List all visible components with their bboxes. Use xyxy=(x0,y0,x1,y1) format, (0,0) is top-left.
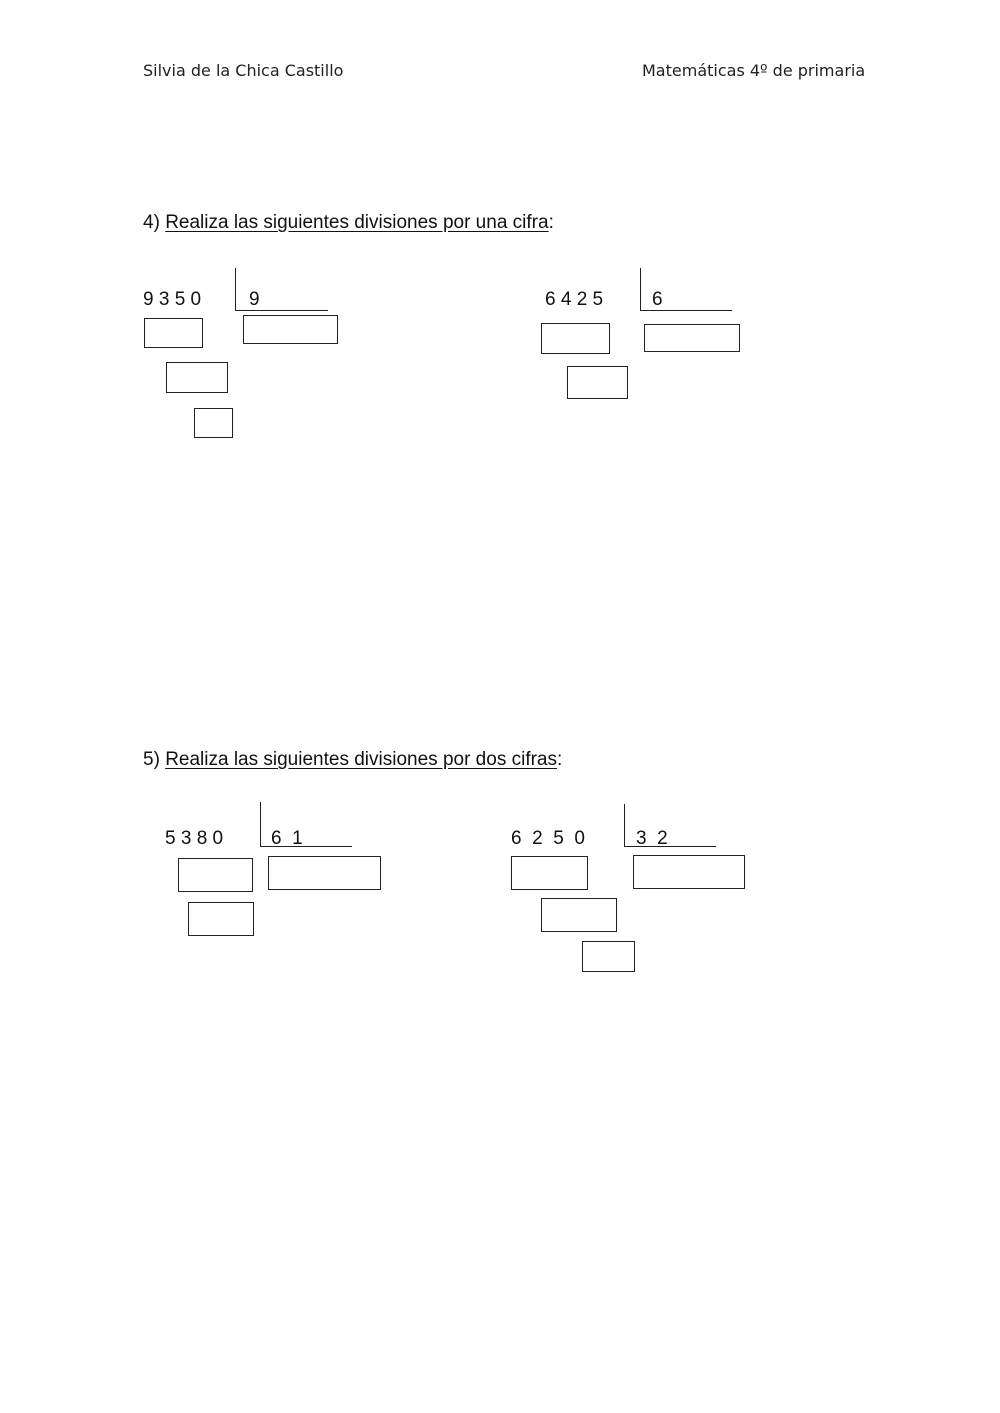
remainder-input[interactable] xyxy=(194,408,233,438)
exercise-5-title xyxy=(143,749,562,771)
partial-subtraction-input-1[interactable] xyxy=(541,323,610,354)
exercise-4-title xyxy=(143,212,554,234)
quotient-input[interactable] xyxy=(633,855,745,889)
remainder-input[interactable] xyxy=(582,941,635,972)
remainder-input[interactable] xyxy=(188,902,254,936)
exercise-5-colon: : xyxy=(557,749,563,770)
dividend: 9 3 5 0 xyxy=(143,289,202,310)
remainder-input[interactable] xyxy=(567,366,628,399)
exercise-4-instruction: Realiza las siguientes divisiones por una cifra xyxy=(165,212,549,233)
dividend: 5 3 8 0 xyxy=(165,828,224,849)
divisor: 6 xyxy=(652,289,663,310)
exercise-5-instruction: Realiza las siguientes divisiones por dos cifras xyxy=(165,749,557,770)
quotient-input[interactable] xyxy=(268,856,381,890)
exercise-4-colon: : xyxy=(548,212,554,233)
partial-subtraction-input-1[interactable] xyxy=(178,858,253,892)
division-bracket-vertical xyxy=(640,268,641,311)
quotient-input[interactable] xyxy=(644,324,740,352)
dividend: 6 4 2 5 xyxy=(545,289,604,310)
dividend: 6 2 5 0 xyxy=(511,828,585,849)
partial-subtraction-input-1[interactable] xyxy=(144,318,203,348)
author-name: Silvia de la Chica Castillo xyxy=(143,61,344,80)
partial-subtraction-input-1[interactable] xyxy=(511,856,588,890)
division-bracket-vertical xyxy=(235,268,236,311)
divisor: 3 2 xyxy=(636,828,668,849)
subject-label: Matemáticas 4º de primaria xyxy=(642,61,866,80)
exercise-4-number: 4) xyxy=(143,212,160,233)
partial-subtraction-input-2[interactable] xyxy=(166,362,228,393)
division-bracket-vertical xyxy=(624,804,625,847)
quotient-input[interactable] xyxy=(243,315,338,344)
exercise-5-number: 5) xyxy=(143,749,160,770)
division-bracket-vertical xyxy=(260,802,261,847)
divisor: 6 1 xyxy=(271,828,303,849)
partial-subtraction-input-2[interactable] xyxy=(541,898,617,932)
divisor: 9 xyxy=(249,289,260,310)
